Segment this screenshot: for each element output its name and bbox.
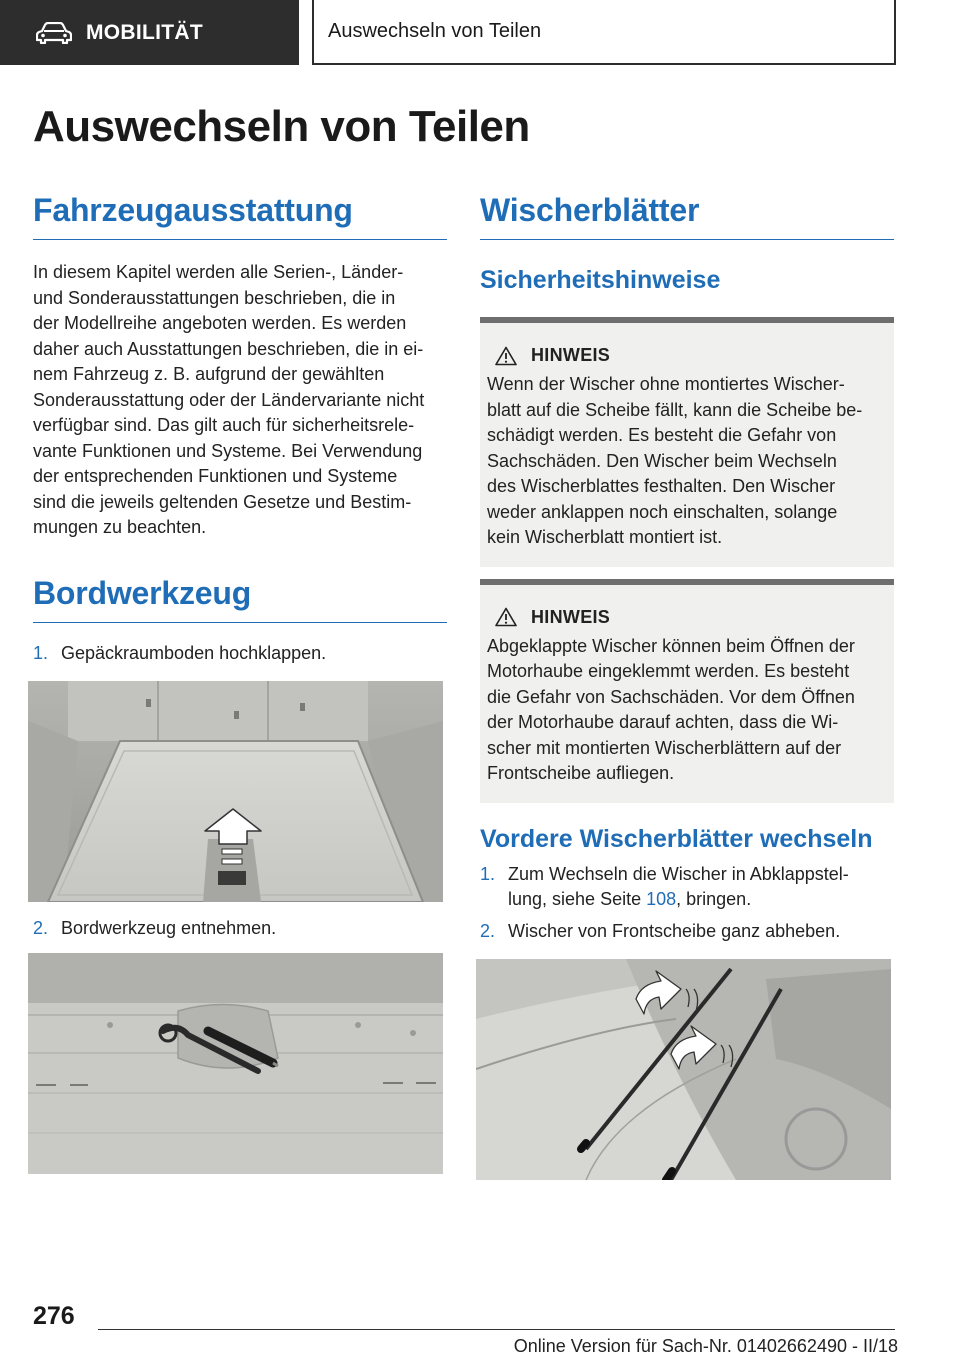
trunk-floor-image — [28, 681, 443, 902]
page-title: Auswechseln von Teilen — [33, 102, 530, 151]
wiper-image — [476, 959, 891, 1180]
wiper-step-1: 1. Zum Wechseln die Wischer in Abklappstel- lung, siehe Seite 108, bringen. — [480, 863, 849, 909]
step-1: 1. Gepäckraumboden hochklappen. — [33, 642, 327, 663]
notice-box-1 — [480, 317, 894, 567]
heading-sicherheitshinweise: Sicherheitshinweise — [480, 266, 721, 294]
intro-paragraph: In diesem Kapitel werden alle Serien-, Länder- und Sonderausstattungen beschrieben, die in der Modellreihe angeboten werden. Es werden daher auch Ausstattungen beschrieben, die in ei- nem Fahrzeug z. B. aufgrund der gewählten Sonderausstattung oder der Ländervariante nicht verfügbar sind. Das gilt auch für sicherheitsrele- vante Funktionen und Systeme. Bei Verwendung der entsprechenden Funktionen und Systeme sind die jeweils geltenden Gesetze und Bestim- mungen zu beachten. — [33, 262, 425, 537]
header-section-tab — [0, 0, 299, 65]
notice-text-2: Abgeklappte Wischer können beim Öffnen der Motorhaube eingeklemmt werden. Es besteht die Gefahr von Sachschäden. Vor dem Öffnen der Motorhaube darauf achten, dass die Wi- scher mit montierten Wischerblättern auf der Frontscheibe aufliegen. — [487, 635, 855, 783]
right-column — [480, 192, 894, 944]
notice-label: HINWEIS — [531, 606, 611, 627]
heading-fahrzeugausstattung: Fahrzeugausstattung — [33, 192, 447, 240]
left-column — [33, 192, 447, 666]
notice-text-1: Wenn der Wischer ohne montiertes Wischer- blatt auf die Scheibe fällt, kann die Scheibe be- schädigt werden. Es besteht die Gefahr von Sachschäden. Den Wischer beim Wechseln des Wischerblattes festhalten. Den Wischer weder anklappen noch einschalten, solange kein Wischerblatt montiert ist. — [487, 374, 863, 547]
car-icon — [36, 22, 72, 44]
header-chapter — [312, 0, 896, 65]
wiper-step-2: 2. Wischer von Frontscheibe ganz abheben. — [480, 920, 841, 941]
chapter-label: Auswechseln von Teilen — [328, 20, 542, 42]
heading-bordwerkzeug: Bordwerkzeug — [33, 575, 447, 623]
tool-kit-image — [28, 953, 443, 1174]
footer-divider — [98, 1329, 895, 1330]
step-2: 2. Bordwerkzeug entnehmen. — [33, 918, 277, 938]
warning-icon — [495, 346, 517, 366]
notice-box-2 — [480, 579, 894, 803]
notice-label: HINWEIS — [531, 345, 611, 365]
page-number: 276 — [33, 1302, 75, 1330]
heading-vordere-wischerblaetter: Vordere Wischerblätter wechseln — [480, 824, 873, 853]
section-label: MOBILITÄT — [86, 20, 204, 44]
footer-text: Online Version für Sach-Nr. 01402662490 - II/18 — [513, 1336, 898, 1356]
warning-icon — [495, 607, 517, 627]
heading-wischerblaetter: Wischerblätter — [480, 192, 894, 240]
page-link[interactable]: 108 — [646, 889, 677, 909]
